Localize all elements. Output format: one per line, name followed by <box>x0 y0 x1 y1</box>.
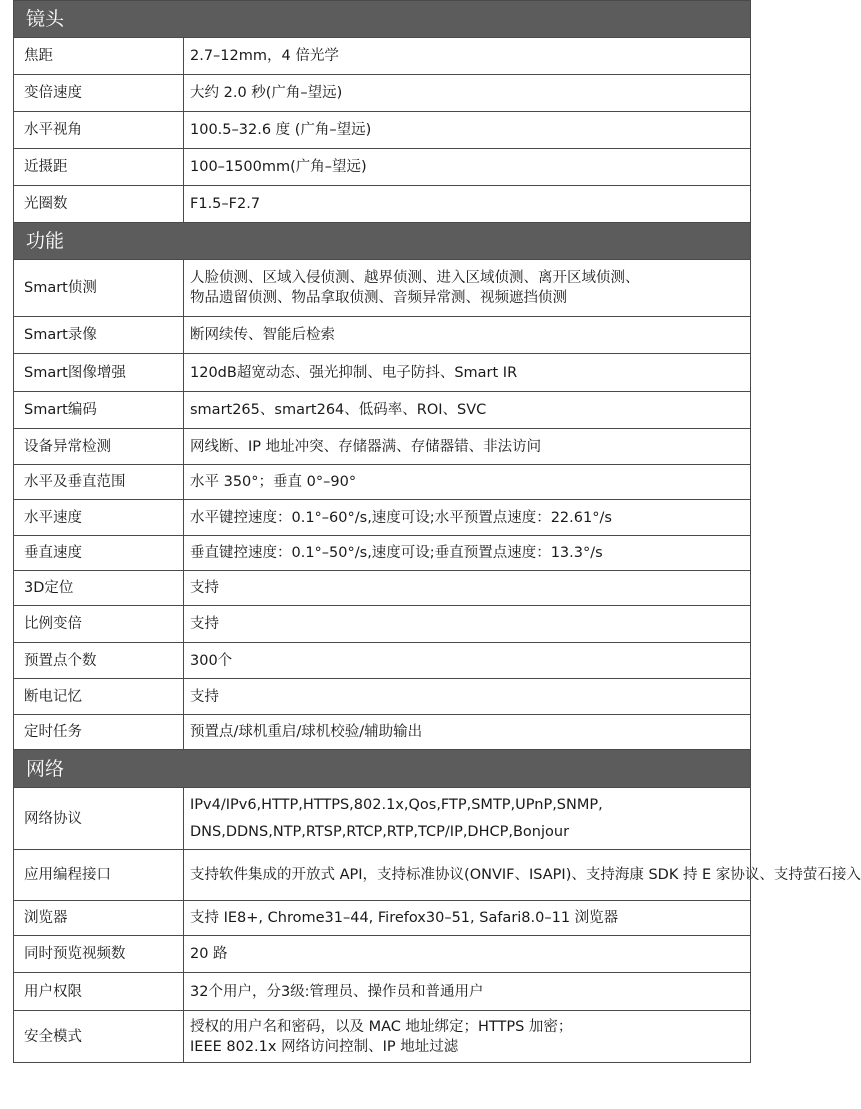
table-row <box>14 186 751 223</box>
row-value: 断网续传、智能后检索 <box>184 317 751 354</box>
table-row <box>14 606 751 643</box>
row-value: 大约 2.0 秒(广角–望远) <box>184 75 751 112</box>
row-value: 垂直键控速度：0.1°–50°/s,速度可设;垂直预置点速度：13.3°/s <box>184 536 751 571</box>
table-row <box>14 75 751 112</box>
row-label: Smart图像增强 <box>14 354 184 392</box>
table-row <box>14 715 751 750</box>
table-row <box>14 500 751 536</box>
table-row <box>14 850 751 901</box>
row-value: 预置点/球机重启/球机校验/辅助输出 <box>184 715 751 750</box>
table-row <box>14 112 751 149</box>
table-row <box>14 536 751 571</box>
spec-table <box>13 0 861 1063</box>
row-label: 断电记忆 <box>14 679 184 715</box>
row-value: 支持 <box>184 679 751 715</box>
row-label: 设备异常检测 <box>14 429 184 465</box>
table-row <box>14 973 751 1011</box>
section-title: 网络 <box>14 750 751 788</box>
row-label: 安全模式 <box>14 1011 184 1063</box>
table-row <box>14 392 751 429</box>
section-header-lens <box>14 1 751 38</box>
row-value: 人脸侦测、区域入侵侦测、越界侦测、进入区域侦测、离开区域侦测、 物品遗留侦测、物品拿取侦测、音频异常测、视频遮挡侦测 <box>184 260 751 317</box>
row-label: 同时预览视频数 <box>14 936 184 973</box>
section-title: 功能 <box>14 223 751 260</box>
row-label: 浏览器 <box>14 901 184 936</box>
row-value: 100.5–32.6 度 (广角–望远) <box>184 112 751 149</box>
row-label: 预置点个数 <box>14 643 184 679</box>
row-label: 用户权限 <box>14 973 184 1011</box>
table-row <box>14 901 751 936</box>
table-row <box>14 317 751 354</box>
row-value: 支持 <box>184 606 751 643</box>
row-label: 3D定位 <box>14 571 184 606</box>
row-value: 100–1500mm(广角–望远) <box>184 149 751 186</box>
row-value: 120dB超宽动态、强光抑制、电子防抖、Smart IR <box>184 354 751 392</box>
row-label: 焦距 <box>14 38 184 75</box>
table-row <box>14 679 751 715</box>
row-value: smart265、smart264、低码率、ROI、SVC <box>184 392 751 429</box>
table-row <box>14 465 751 500</box>
row-label: 近摄距 <box>14 149 184 186</box>
row-value: 32个用户，分3级:管理员、操作员和普通用户 <box>184 973 751 1011</box>
row-value: 2.7–12mm，4 倍光学 <box>184 38 751 75</box>
row-value: 20 路 <box>184 936 751 973</box>
table-row <box>14 936 751 973</box>
table-row <box>14 149 751 186</box>
row-value: 授权的用户名和密码，以及 MAC 地址绑定；HTTPS 加密； IEEE 802.1x 网络访问控制、IP 地址过滤 <box>184 1011 751 1063</box>
row-value: 支持 <box>184 571 751 606</box>
section-title: 镜头 <box>14 1 751 38</box>
row-label: Smart编码 <box>14 392 184 429</box>
row-label: Smart侦测 <box>14 260 184 317</box>
row-value: 支持 IE8+, Chrome31–44, Firefox30–51, Safari8.0–11 浏览器 <box>184 901 751 936</box>
table-row <box>14 38 751 75</box>
row-value: F1.5–F2.7 <box>184 186 751 223</box>
table-row <box>14 643 751 679</box>
row-value: 水平键控速度：0.1°–60°/s,速度可设;水平预置点速度：22.61°/s <box>184 500 751 536</box>
table-row <box>14 1011 751 1063</box>
section-header-network <box>14 750 751 788</box>
table-row <box>14 260 751 317</box>
table-row <box>14 429 751 465</box>
row-label: 应用编程接口 <box>14 850 184 901</box>
row-label: 网络协议 <box>14 788 184 850</box>
row-value: 300个 <box>184 643 751 679</box>
table-row <box>14 571 751 606</box>
row-label: 水平视角 <box>14 112 184 149</box>
row-value: 网线断、IP 地址冲突、存储器满、存储器错、非法访问 <box>184 429 751 465</box>
row-value: IPv4/IPv6,HTTP,HTTPS,802.1x,Qos,FTP,SMTP,UPnP,SNMP, DNS,DDNS,NTP,RTSP,RTCP,RTP,TCP/IP,DHCP,Bonjour <box>184 788 751 850</box>
table-row <box>14 354 751 392</box>
row-value: 支持软件集成的开放式 API，支持标准协议(ONVIF、ISAPI)、支持海康 SDK 持 E 家协议、支持萤石接入 <box>184 850 751 901</box>
row-value: 水平 350°；垂直 0°–90° <box>184 465 751 500</box>
row-label: 水平及垂直范围 <box>14 465 184 500</box>
section-header-function <box>14 223 751 260</box>
row-label: 垂直速度 <box>14 536 184 571</box>
row-label: 变倍速度 <box>14 75 184 112</box>
row-label: 水平速度 <box>14 500 184 536</box>
row-label: 比例变倍 <box>14 606 184 643</box>
row-label: Smart录像 <box>14 317 184 354</box>
row-label: 光圈数 <box>14 186 184 223</box>
table-row <box>14 788 751 850</box>
row-label: 定时任务 <box>14 715 184 750</box>
